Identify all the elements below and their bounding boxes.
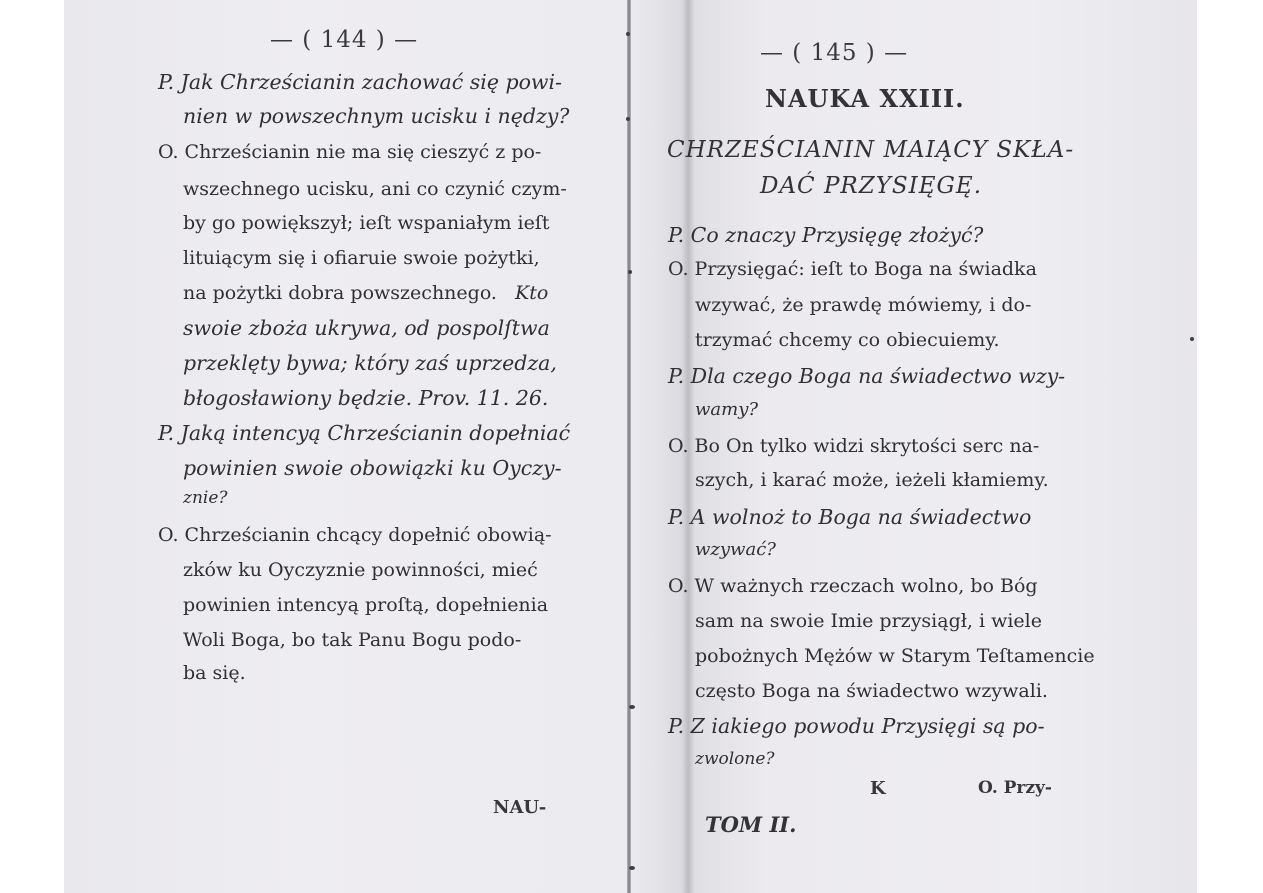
text-line: swoie zboża ukrywa, od pospolſtwa [183,316,550,340]
text-line-italic-suffix: Kto [515,282,549,304]
text-line: zków ku Oyczyznie powinności, mieć [183,559,538,581]
text-line: przeklęty bywa; który zaś uprzedza, [183,351,557,375]
text-line: P. Z iakiego powodu Przysięgi są po- [668,714,1045,738]
text-line: O. Przysięgać: ieſt to Boga na świadka [668,258,1037,280]
text-line: błogosławiony będzie. Prov. 11. 26. [183,386,549,410]
text-line: szych, i karać może, ieżeli kłamiemy. [695,469,1049,491]
text-line: by go powiększył; ieſt wspaniałym ieſt [183,212,550,234]
text-line-main: na pożytki dobra powszechnego. [183,282,497,304]
chapter-title-line2: DAĆ PRZYSIĘGĘ. [760,173,983,199]
text-line: wzywać, że prawdę mówiemy, i do- [695,294,1032,316]
text-line: często Boga na świadectwo wzywali. [695,680,1048,702]
signature-mark: K [870,778,886,799]
text-line: O. Chrześcianin nie ma się cieszyć z po- [158,141,542,163]
page-number-right: — ( 145 ) — [760,40,909,66]
text-line [183,284,548,303]
scan-speck [628,270,632,274]
text-line: ba się. [183,662,246,684]
right-page [600,0,1100,893]
text-line: O. Chrześcianin chcący dopełnić obowią- [158,524,552,546]
text-line: trzymać chcemy co obiecuiemy. [695,329,1000,351]
text-line: Woli Boga, bo tak Panu Bogu podo- [183,629,522,651]
text-line: powinien intencyą proſtą, dopełnienia [183,594,549,616]
section-title: NAUKA XXIII. [765,84,965,113]
left-page [90,0,571,893]
text-line: sam na swoie Imie przysiągł, i wiele [695,610,1043,632]
scan-speck [629,705,635,709]
text-line: P. A wolnoż to Boga na świadectwo [668,505,1032,529]
text-line: znie? [183,488,228,508]
text-line: wamy? [695,399,759,420]
volume-mark: TOM II. [705,812,797,837]
text-line: pobożnych Mężów w Starym Teſtamencie [695,645,1095,667]
text-line: P. Jaką intencyą Chrześcianin dopełniać [158,421,571,445]
text-line: P. Jak Chrześcianin zachować się powi- [158,70,562,94]
text-line: wzywać? [695,539,776,560]
text-line: wszechnego ucisku, ani co czynić czym- [183,178,567,200]
text-line: P. Co znaczy Przysięgę złożyć? [668,223,984,247]
page-number-left: — ( 144 ) — [270,27,419,53]
text-line: zwolone? [695,749,775,769]
text-line: nien w powszechnym ucisku i nędzy? [183,104,570,128]
scan-speck [629,866,635,870]
chapter-title-line1: CHRZEŚCIANIN MAIĄCY SKŁA- [667,137,1075,163]
scan-speck [1190,337,1194,341]
text-line: powinien swoie obowiązki ku Oyczy- [183,456,562,480]
catchword-right: O. Przy- [978,778,1052,798]
text-line: lituiącym się i ofiaruie swoie pożytki, [183,247,540,269]
catchword-left: NAU- [493,797,547,818]
scan-speck [626,117,630,121]
text-line: O. Bo On tylko widzi skrytości serc na- [668,435,1040,457]
text-line: O. W ważnych rzeczach wolno, bo Bóg [668,575,1038,597]
text-line: P. Dla czego Boga na świadectwo wzy- [668,364,1066,388]
scan-speck [626,32,630,36]
